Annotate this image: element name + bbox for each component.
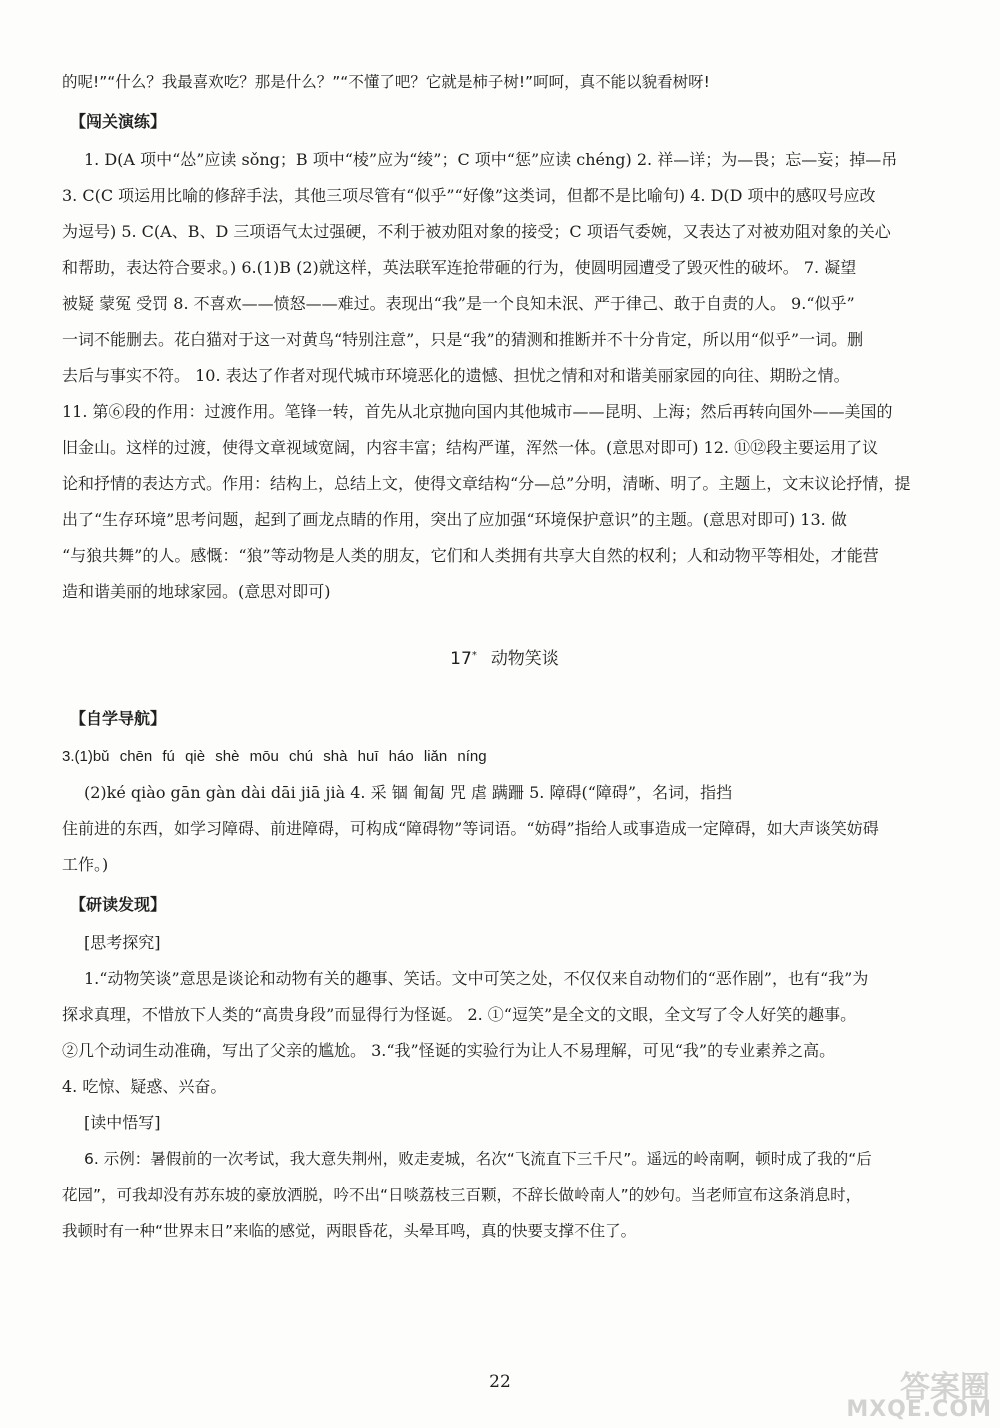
page-number: 22 [489, 1372, 511, 1392]
answer-line: 6. 示例：暑假前的一次考试，我大意失荆州，败走麦城，名次“飞流直下三千尺”。遥远的岭南啊，顿时成了我的“后 [84, 1150, 872, 1168]
answer-line: 我顿时有一种“世界末日”来临的感觉，两眼昏花，头晕耳鸣，真的快要支撑不住了。 [62, 1222, 637, 1240]
answer-line: 被疑 蒙冤 受罚 8. 不喜欢——愤怒——难过。表现出“我”是一个良知未泯、严于律己、敢于自责的人。 9.“似乎” [62, 294, 855, 313]
watermark-logo [846, 1360, 996, 1424]
answer-line: 4. 吃惊、疑惑、兴奋。 [62, 1077, 227, 1096]
answer-line: 探求真理，不惜放下人类的“高贵身段”而显得行为怪诞。 2. ①“逗笑”是全文的文眼，全文写了令人好笑的趣事。 [62, 1005, 857, 1024]
subheading-explore: [思考探究] [84, 933, 161, 952]
answer-line: 和帮助，表达符合要求。) 6.(1)B (2)就这样，英法联军连抢带砸的行为，使圆明园遭受了毁灭性的破坏。 7. 凝望 [62, 258, 857, 277]
lesson-mark: * [471, 650, 477, 661]
top-line: 的呢!”“什么？我最喜欢吃？那是什么？”“不懂了吧？它就是柿子树!”呵呵，真不能以貌看树呀! [62, 73, 710, 91]
page-content [62, 64, 947, 1249]
practice-answers [62, 142, 947, 610]
answer-line: 1. D(A 项中“怂”应读 sǒng；B 项中“棱”应为“绫”；C 项中“惩”应读 chéng) 2. 祥—详；为—畏；忘—妄；掉—吊 [84, 150, 898, 169]
section-heading-selfstudy: 【自学导航】 [70, 709, 167, 728]
answer-line: 住前进的东西，如学习障碍、前进障碍，可构成“障碍物”等词语。“妨碍”指给人或事造成一定障碍，如大声谈笑妨碍 [62, 819, 879, 838]
answer-line: 旧金山。这样的过渡，使得文章视域宽阔，内容丰富；结构严谨，浑然一体。(意思对即可) 12. ⑪⑫段主要运用了议 [62, 438, 879, 457]
answer-line: 造和谐美丽的地球家园。(意思对即可) [62, 582, 331, 601]
answer-line: 一词不能删去。花白猫对于这一对黄鸟“特别注意”，只是“我”的猜测和推断并不十分肯定，所以用“似乎”一词。删 [62, 330, 864, 349]
subheading-reading: [读中悟写] [84, 1113, 161, 1132]
answer-line: 1.“动物笑谈”意思是谈论和动物有关的趣事、笑话。文中可笑之处，不仅仅来自动物们的“恶作剧”，也有“我”为 [84, 969, 869, 988]
section-heading-practice: 【闯关演练】 [70, 112, 167, 131]
answer-line: ②几个动词生动准确，写出了父亲的尴尬。 3.“我”怪诞的实验行为让人不易理解，可见“我”的专业素养之高。 [62, 1041, 836, 1060]
answer-line: “与狼共舞”的人。感慨：“狼”等动物是人类的朋友，它们和人类拥有共享大自然的权利；人和动物平等相处，才能营 [62, 546, 879, 565]
answer-line: 3. C(C 项运用比喻的修辞手法，其他三项尽管有“似乎”“好像”这类词，但都不是比喻句) 4. D(D 项中的感叹号应改 [62, 186, 876, 205]
section-heading-research: 【研读发现】 [70, 895, 167, 914]
answer-line: 为逗号) 5. C(A、B、D 三项语气太过强硬，不利于被劝阻对象的接受；C 项语气委婉，又表达了对被劝阻对象的关心 [62, 222, 891, 241]
lesson-number: 17 [450, 649, 472, 669]
answer-line: 出了“生存环境”思考问题，起到了画龙点睛的作用，突出了应加强“环境保护意识”的主题。(意思对即可) 13. 做 [62, 510, 847, 529]
answer-line: 11. 第⑥段的作用：过渡作用。笔锋一转，首先从北京抛向国内其他城市——昆明、上海；然后再转向国外——美国的 [62, 402, 893, 421]
watermark-top: 答案圈 [900, 1370, 990, 1405]
watermark-bottom: MXQE.COM [846, 1397, 992, 1422]
answer-line: 工作。) [62, 855, 109, 874]
answer-line: 去后与事实不符。 10. 表达了作者对现代城市环境恶化的遗憾、担忧之情和对和谐美丽家园的向往、期盼之情。 [62, 366, 850, 385]
pinyin-line: 3.(1)bǔ chēn fú qiè shè mōu chú shà huī háo liǎn níng [62, 748, 487, 765]
answer-line: 花园”，可我却没有苏东坡的豪放洒脱，吟不出“日啖荔枝三百颗，不辞长做岭南人”的妙句。当老师宣布这条消息时， [62, 1186, 862, 1204]
lesson-name: 动物笑谈 [490, 649, 559, 669]
answer-line: 论和抒情的表达方式。作用：结构上，总结上文，使得文章结构“分—总”分明，清晰、明了。主题上，文末议论抒情，提 [62, 474, 911, 493]
lesson-title [62, 636, 947, 679]
answer-line: (2)ké qiào gān gàn dài dāi jiā jià 4. 采 锢 匍匐 咒 虐 蹒跚 5. 障碍(“障碍”，名词，指挡 [84, 783, 733, 802]
